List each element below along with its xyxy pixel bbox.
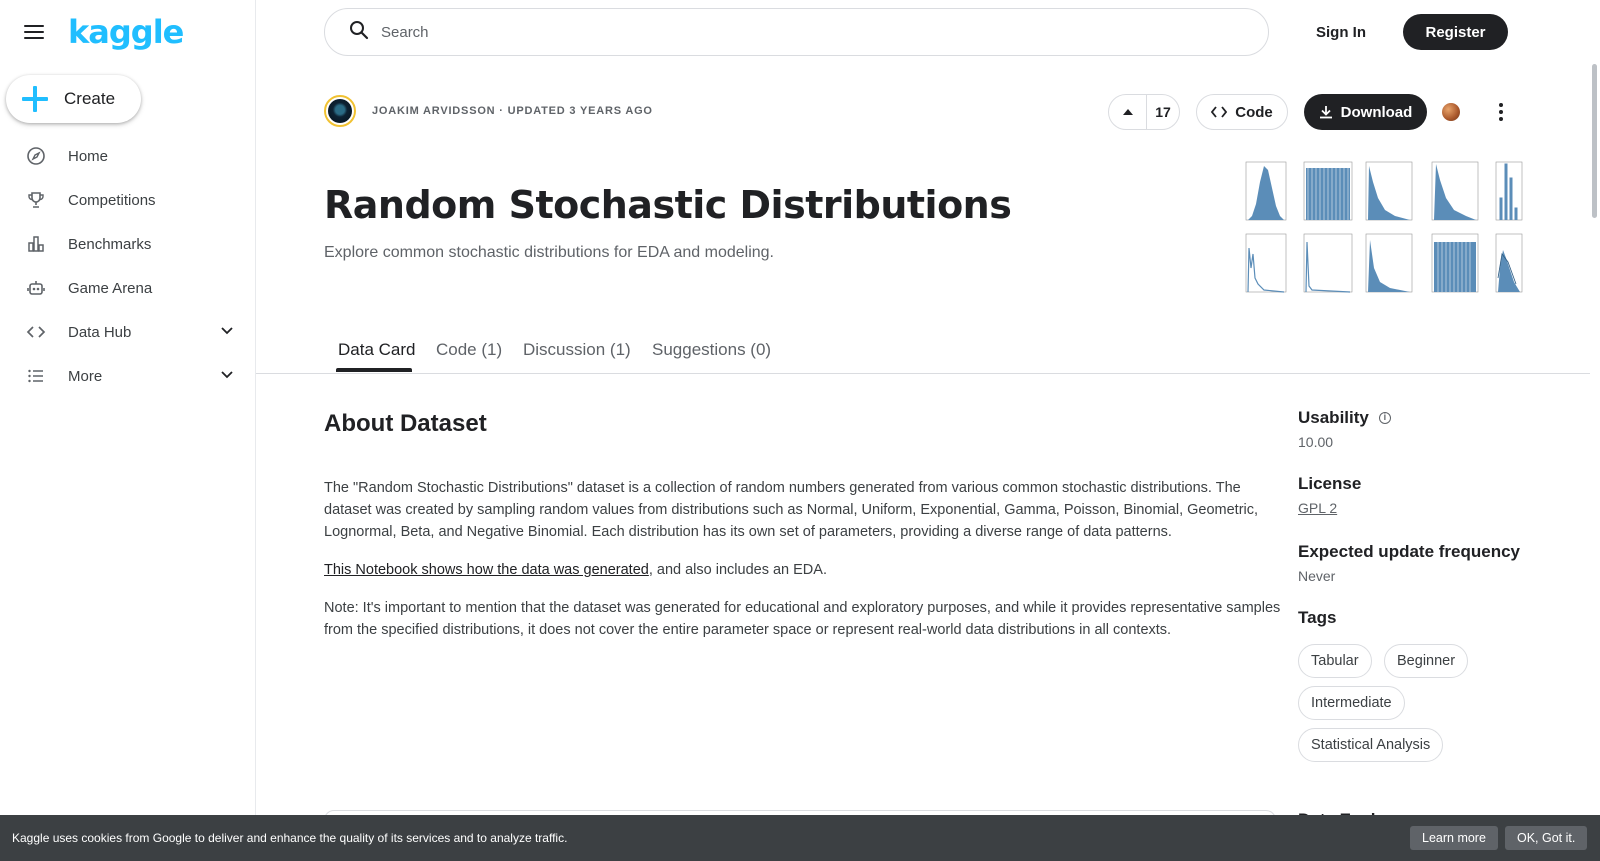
sidebar-item-home[interactable] xyxy=(0,134,256,178)
register-button[interactable]: Register xyxy=(1403,14,1508,50)
dataset-tabs xyxy=(256,326,1590,374)
license-label: License xyxy=(1298,474,1362,493)
sidebar-item-competitions[interactable] xyxy=(0,178,256,222)
download-icon xyxy=(1319,105,1333,119)
robot-icon xyxy=(26,278,46,298)
tag-chip[interactable]: Beginner xyxy=(1384,644,1468,678)
cookie-banner xyxy=(0,815,1600,861)
search-icon xyxy=(349,20,369,45)
dataset-metadata xyxy=(1298,408,1578,770)
brand-bar xyxy=(24,14,183,50)
sign-in-button[interactable]: Sign In xyxy=(1316,23,1366,41)
usability-label: Usability xyxy=(1298,408,1369,427)
usability-value: 10.00 xyxy=(1298,434,1334,450)
author-avatar[interactable] xyxy=(324,95,356,127)
notebook-link[interactable]: This Notebook shows how the data was generated xyxy=(324,562,649,578)
usability-heading xyxy=(1298,408,1578,428)
dataset-title: Random Stochastic Distributions xyxy=(324,183,1012,227)
tags-label: Tags xyxy=(1298,608,1337,627)
active-tab-indicator xyxy=(336,368,412,372)
upvote-count[interactable]: 17 xyxy=(1155,104,1171,120)
bronze-medal-icon[interactable] xyxy=(1442,103,1460,121)
download-button[interactable] xyxy=(1304,94,1427,130)
avatar-image xyxy=(328,99,352,123)
code-button-label: Code xyxy=(1235,103,1273,121)
dataset-subtitle: Explore common stochastic distributions for EDA and modeling. xyxy=(324,244,774,261)
about-heading: About Dataset xyxy=(324,410,487,437)
license-link[interactable]: GPL 2 xyxy=(1298,500,1338,516)
dataset-thumbnail xyxy=(1240,158,1526,300)
caret-up-icon xyxy=(1122,108,1134,116)
tag-chip[interactable]: Intermediate xyxy=(1298,686,1405,720)
search-bar[interactable] xyxy=(324,8,1269,56)
sidebar-item-more[interactable] xyxy=(0,354,256,398)
sidebar-item-label: More xyxy=(68,367,103,385)
about-paragraph-1: The "Random Stochastic Distributions" dataset is a collection of random numbers generated from various common stochastic distributions. The dataset was created by sampling random values from distributions such as Normal, Uniform, Exponential, Gamma, Poisson, Binomial, Geometric, Lognormal, Beta, and Negative Binomial. Each distribution has its own set of parameters, providing a diverse range of data patterns. xyxy=(324,480,1259,540)
sidebar-item-game-arena[interactable] xyxy=(0,266,256,310)
upvote-button[interactable] xyxy=(1109,95,1147,129)
ok-got-it-button[interactable]: OK, Got it. xyxy=(1505,826,1587,850)
cookie-message: Kaggle uses cookies from Google to deliver and enhance the quality of its services and to analyze traffic. xyxy=(12,831,568,845)
tag-chip[interactable]: Statistical Analysis xyxy=(1298,728,1443,762)
download-button-label: Download xyxy=(1340,103,1413,121)
info-icon[interactable]: i xyxy=(1379,412,1391,424)
update-frequency-value: Never xyxy=(1298,568,1336,584)
author-byline: JOAKIM ARVIDSSON · UPDATED 3 YEARS AGO xyxy=(372,105,653,117)
search-input[interactable] xyxy=(381,24,1231,41)
update-frequency-label: Expected update frequency xyxy=(1298,542,1521,561)
about-paragraph-2 xyxy=(324,559,1286,581)
bar-chart-icon xyxy=(26,234,46,254)
sidebar xyxy=(0,0,256,861)
tag-chip[interactable]: Tabular xyxy=(1298,644,1372,678)
learn-more-button[interactable]: Learn more xyxy=(1410,826,1498,850)
tag-list xyxy=(1298,644,1558,770)
sidebar-item-label: Benchmarks xyxy=(68,235,152,253)
chevron-down-icon[interactable] xyxy=(220,368,234,382)
about-paragraph-2-rest: , and also includes an EDA. xyxy=(648,562,827,578)
plus-icon xyxy=(22,86,48,112)
kaggle-logo[interactable]: kaggle xyxy=(68,13,184,51)
sidebar-nav xyxy=(0,134,256,398)
chevron-down-icon[interactable] xyxy=(220,324,234,338)
create-label: Create xyxy=(64,89,116,108)
tab-suggestions[interactable]: Suggestions (0) xyxy=(652,340,772,359)
sidebar-item-benchmarks[interactable] xyxy=(0,222,256,266)
more-options-icon[interactable] xyxy=(1489,100,1513,124)
sidebar-item-data-hub[interactable] xyxy=(0,310,256,354)
trophy-icon xyxy=(26,190,46,210)
upvote-control xyxy=(1108,94,1180,130)
list-icon xyxy=(26,366,46,386)
menu-icon[interactable] xyxy=(24,25,44,39)
about-paragraph-3: Note: It's important to mention that the dataset was generated for educational and exploratory purposes, and while it provides representative samples from the specified distributions, it does not cover the entire parameter space or represent real-world data distributions in all contexts. xyxy=(324,600,1281,638)
compass-icon xyxy=(26,146,46,166)
sidebar-item-label: Home xyxy=(68,147,109,165)
scrollbar-thumb[interactable] xyxy=(1592,64,1597,218)
tab-discussion[interactable]: Discussion (1) xyxy=(523,340,631,359)
sidebar-item-label: Competitions xyxy=(68,191,156,209)
tab-data-card[interactable]: Data Card xyxy=(338,340,416,359)
tab-code[interactable]: Code (1) xyxy=(436,340,503,359)
thumbnail-histogram-grid xyxy=(1246,162,1522,292)
create-button[interactable] xyxy=(6,75,141,123)
code-icon xyxy=(26,322,46,342)
sidebar-item-label: Game Arena xyxy=(68,279,153,297)
code-button[interactable] xyxy=(1196,94,1288,130)
code-icon xyxy=(1211,106,1227,118)
sidebar-item-label: Data Hub xyxy=(68,323,132,341)
